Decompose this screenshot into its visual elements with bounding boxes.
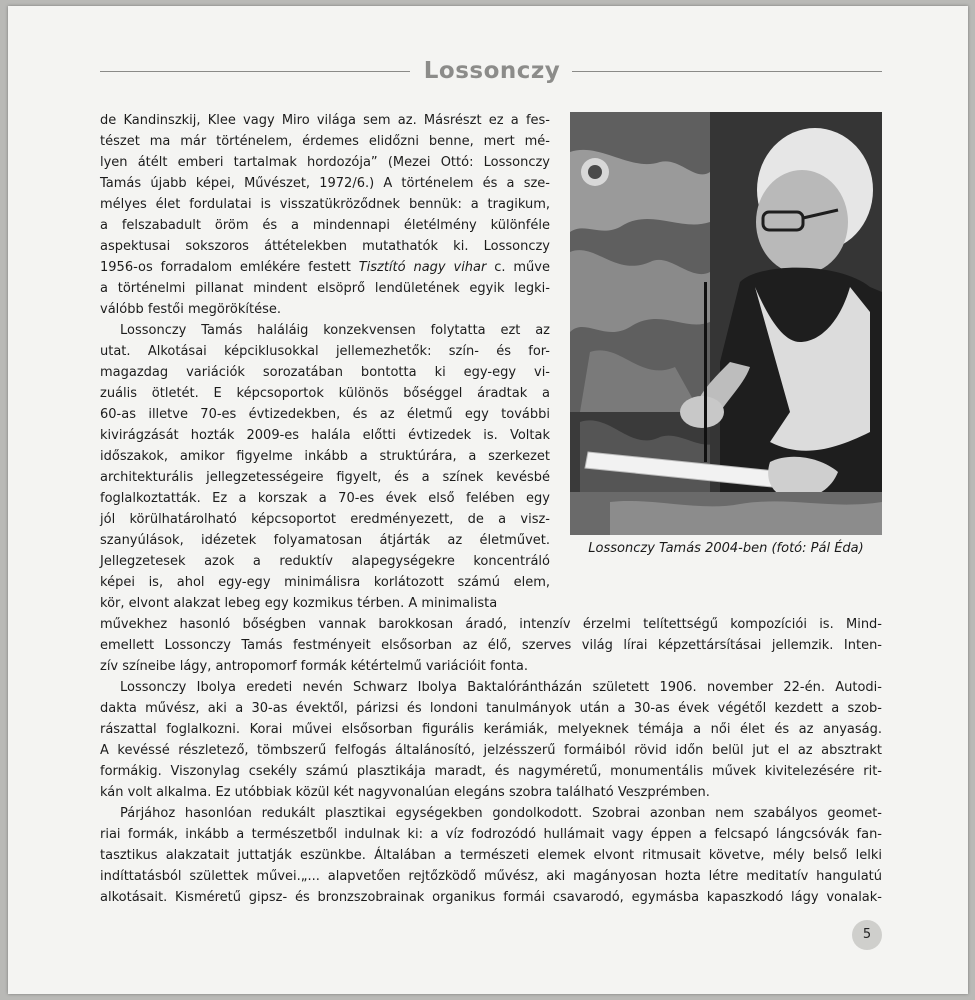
body-text-line: rászattal foglalkozni. Korai művei elsősorban figurális kerámiák, melyeknek témája a női élet és az anyaság. [100, 722, 882, 737]
body-text-line: Jellegzetesek azok a reduktív alapegységekre koncentráló [100, 554, 550, 569]
body-text-line: de Kandinszkij, Klee vagy Miro világa sem az. Másrészt ez a fes- [100, 113, 550, 128]
body-text-line: dakta művész, aki a 30-as évektől, párizsi és londoni tanulmányok után a 30-as évek végétől kezdett a szob- [100, 701, 882, 716]
body-text-line: magazdag variációk sorozatában bontotta ki egy-egy vi- [100, 365, 550, 380]
body-text-line: művekhez hasonló bőségben vannak barokkosan áradó, intenzív érzelmi telítettségű kompozíciói is. Mind- [100, 617, 882, 632]
body-text-line: emellett Lossonczy Tamás festményeit elsősorban az élő, szerves világ lírai képzettársításai jellemzik. Inten- [100, 638, 882, 653]
body-text-line: Tamás újabb képei, Művészet, 1972/6.) A történelem és a sze- [100, 176, 550, 191]
header-rule-left [100, 71, 410, 72]
body-text-line: kör, elvont alakzat lebeg egy kozmikus térben. A minimalista [100, 596, 498, 611]
body-text-line: aspektusai sokszoros áttételekben mutathatók ki. Lossonczy [100, 239, 550, 254]
running-header [100, 56, 882, 86]
body-text-line: szanyúlások, idézetek folyamatosan átjárták az életművet. [100, 533, 550, 548]
body-text-line: kán volt alkalma. Ez utóbbiak közül két nagyvonalúan elegáns szobra található Veszprémben. [100, 785, 710, 800]
artist-photo [570, 112, 882, 535]
body-text-line: 1956-os forradalom emlékére festett Tisztító nagy vihar c. műve [100, 260, 550, 275]
header-rule-right [572, 71, 882, 72]
body-text-line: utat. Alkotásai képciklusokkal jellemezhetők: szín- és for- [100, 344, 550, 359]
body-text-line: a felszabadult öröm és a mindennapi életélmény különféle [100, 218, 550, 233]
body-text-line: 60-as illetve 70-es évtizedekben, és az életmű egy további [100, 407, 550, 422]
body-text-line: lyen átélt emberi tartalmak hordozója” (Mezei Ottó: Lossonczy [100, 155, 550, 170]
body-text-line: tészet ma már történelem, érdemes elidőzni benne, mert mé- [100, 134, 550, 149]
body-text-line: Lossonczy Ibolya eredeti nevén Schwarz Ibolya Baktalórántházán született 1906. november 22-én. Autodi- [120, 680, 882, 695]
body-text-line: riai formák, inkább a természetből indulnak ki: a víz fodrozódó hullámait vagy éppen a felcsapó lángcsóvák fan- [100, 827, 882, 842]
page-number-badge: 5 [852, 920, 882, 950]
body-text-line: Párjához hasonlóan redukált plasztikai egységekben gondolkodott. Szobrai azonban nem szabályos geomet- [120, 806, 882, 821]
photo-caption: Lossonczy Tamás 2004-ben (fotó: Pál Éda) [588, 541, 864, 556]
body-text-line: képei is, ahol egy-egy minimálisra korlátozott számú elem, [100, 575, 550, 590]
lossonczy-logo: Lossonczy [423, 58, 561, 84]
body-text-line: kivirágzását hozták 2009-es halála előtti évtizedek is. Voltak [100, 428, 550, 443]
body-text-line: zív színeibe lágy, antropomorf formák kétértelmű variációit fonta. [100, 659, 528, 674]
body-text-line: formákig. Viszonylag csekély számú plasztikája maradt, és nagyméretű, monumentális művek kivitelezésére rit- [100, 764, 882, 779]
body-text-line: A kevéssé részletező, tömbszerű felfogás általánosító, jelzésszerű formáiból rövid időn belül jut el az absztrakt [100, 743, 882, 758]
body-text-line: Lossonczy Tamás haláláig konzekvensen folytatta ezt az [120, 323, 550, 338]
body-text-line: foglalkoztatták. Ez a korszak a 70-es évek első felében egy [100, 491, 550, 506]
photo-illustration [570, 112, 882, 535]
body-text-line: zuális ötletét. E képcsoportok különös bőséggel áradtak a [100, 386, 550, 401]
body-text-line: mélyes élet fordulatai is visszatükröződnek bennük: a tragikum, [100, 197, 550, 212]
body-text-line: architekturális jellegzetességeire figyelt, és a színek kevésbé [100, 470, 550, 485]
body-text-line: válóbb festői megörökítése. [100, 302, 282, 317]
body-text-line: időszakok, amikor figyelme inkább a struktúrára, a szerkezet [100, 449, 550, 464]
body-text-line: indíttatásból születtek művei.„... alapvetően rejtőzködő művész, aki magányosan hozta létre meditatív hangulatú [100, 869, 882, 884]
body-text-line: tasztikus alakzatait juttatják eszünkbe. Általában a természeti elemek elvont ritmusait követve, mély belső lelki [100, 848, 882, 863]
body-text-line: alkotásait. Kisméretű gipsz- és bronzszobrainak organikus formái csavarodó, egymásba kapaszkodó lágy vonalak- [100, 890, 882, 905]
body-text-line: a történelmi pillanat mindent elsöprő lendületének egyik legki- [100, 281, 550, 296]
body-text-line: jól körülhatárolható képcsoportot eredményezett, de a visz- [100, 512, 550, 527]
